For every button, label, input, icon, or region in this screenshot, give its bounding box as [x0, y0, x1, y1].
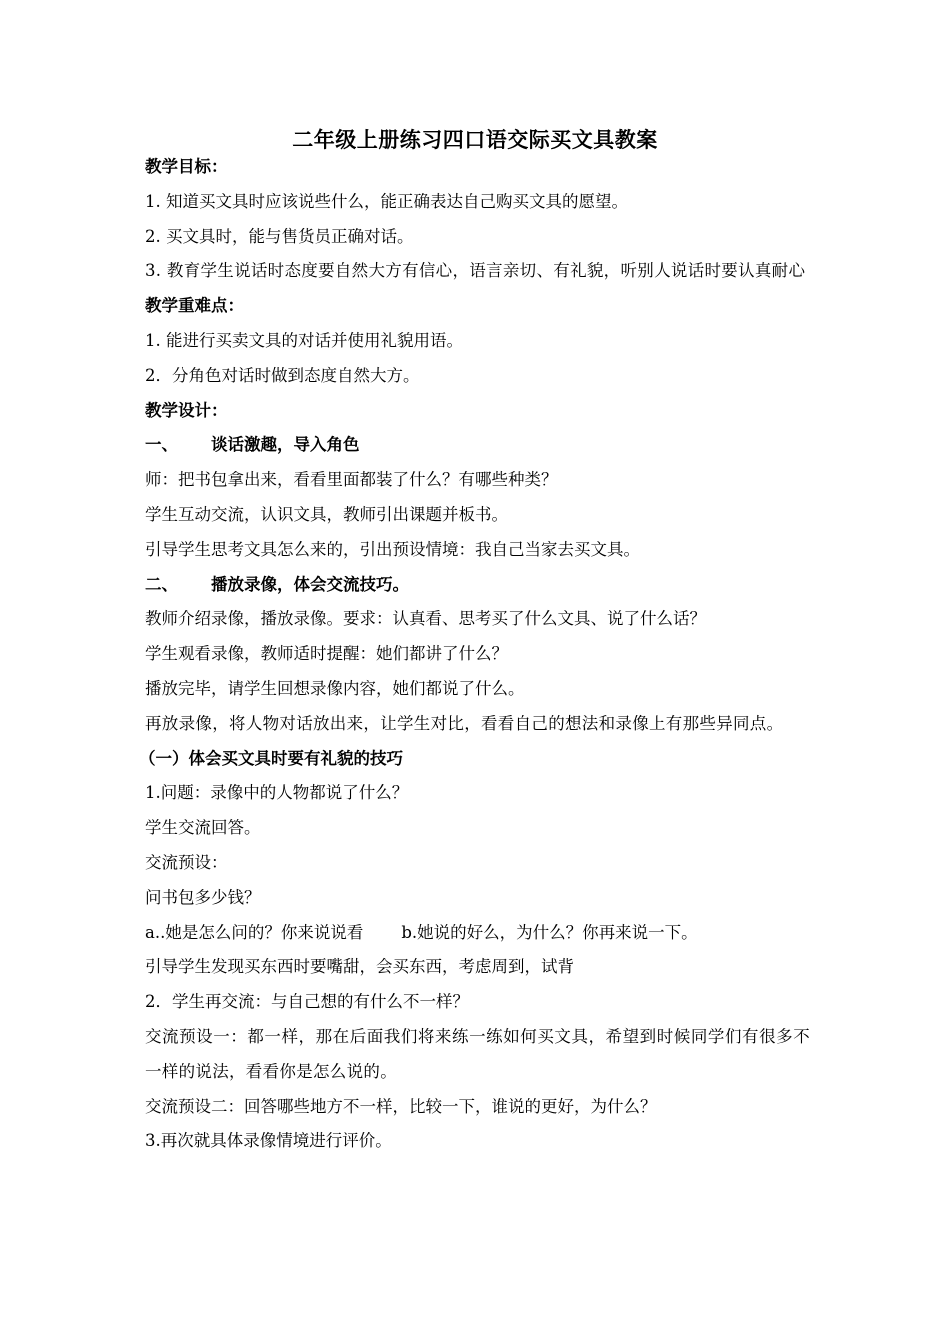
paragraph-options — [145, 916, 810, 951]
paragraph: 交流预设： — [145, 852, 228, 872]
part1-heading — [145, 428, 810, 463]
design-heading: 教学设计： — [145, 400, 228, 420]
part2-heading — [145, 568, 810, 603]
paragraph: 再放录像，将人物对话放出来，让学生对比，看看自己的想法和录像上有那些异同点。 — [145, 713, 784, 733]
document-body — [139, 150, 810, 1159]
option-a: a..她是怎么问的？你来说说看 — [145, 922, 364, 942]
part1-number: 一、 — [145, 435, 178, 455]
option-b: b.她说的好么，为什么？你再来说一下。 — [401, 922, 698, 942]
paragraph: 问书包多少钱？ — [145, 887, 261, 907]
key-point-item: 2．分角色对话时做到态度自然大方。 — [145, 365, 420, 385]
paragraph: 教师介绍录像，播放录像。要求：认真看、思考买了什么文具、说了什么话？ — [145, 609, 706, 629]
paragraph: 引导学生思考文具怎么来的，引出预设情境：我自己当家去买文具。 — [145, 539, 640, 559]
goal-item: 3. 教育学生说话时态度要自然大方有信心，语言亲切、有礼貌，听别人说话时要认真耐心 — [145, 261, 806, 281]
goals-heading: 教学目标： — [145, 157, 228, 176]
document-title: 二年级上册练习四口语交际买文具教案 — [292, 128, 658, 152]
part1-title: 谈话激趣，导入角色 — [211, 435, 360, 455]
key-points-heading: 教学重难点： — [145, 296, 244, 316]
key-point-item: 1. 能进行买卖文具的对话并使用礼貌用语。 — [145, 330, 463, 350]
paragraph: 交流预设二：回答哪些地方不一样，比较一下，谁说的更好，为什么？ — [145, 1096, 657, 1116]
paragraph: 播放完毕，请学生回想录像内容，她们都说了什么。 — [145, 678, 525, 698]
paragraph: 师：把书包拿出来，看看里面都装了什么？有哪些种类？ — [145, 470, 558, 490]
paragraph: 交流预设一：都一样，那在后面我们将来练一练如何买文具，希望到时候同学们有很多不一样的说法，看看你是怎么说的。 — [145, 1026, 810, 1081]
paragraph: 学生互动交流，认识文具，教师引出课题并板书。 — [145, 504, 508, 524]
question-3: 3.再次就具体录像情境进行评价。 — [145, 1131, 392, 1151]
part2-title: 播放录像，体会交流技巧。 — [211, 574, 409, 594]
goal-item: 2. 买文具时，能与售货员正确对话。 — [145, 226, 414, 246]
question-2: 2．学生再交流：与自己想的有什么不一样？ — [145, 992, 469, 1012]
paragraph: 引导学生发现买东西时要嘴甜，会买东西，考虑周到，试背 — [145, 957, 574, 977]
sub1-heading: （一）体会买文具时要有礼貌的技巧 — [139, 748, 403, 768]
goal-item: 1. 知道买文具时应该说些什么，能正确表达自己购买文具的愿望。 — [145, 191, 628, 211]
paragraph: 学生观看录像，教师适时提醒：她们都讲了什么？ — [145, 644, 508, 664]
part2-number: 二、 — [145, 574, 178, 594]
paragraph: 学生交流回答。 — [145, 818, 261, 838]
question-1: 1.问题：录像中的人物都说了什么？ — [145, 783, 409, 803]
